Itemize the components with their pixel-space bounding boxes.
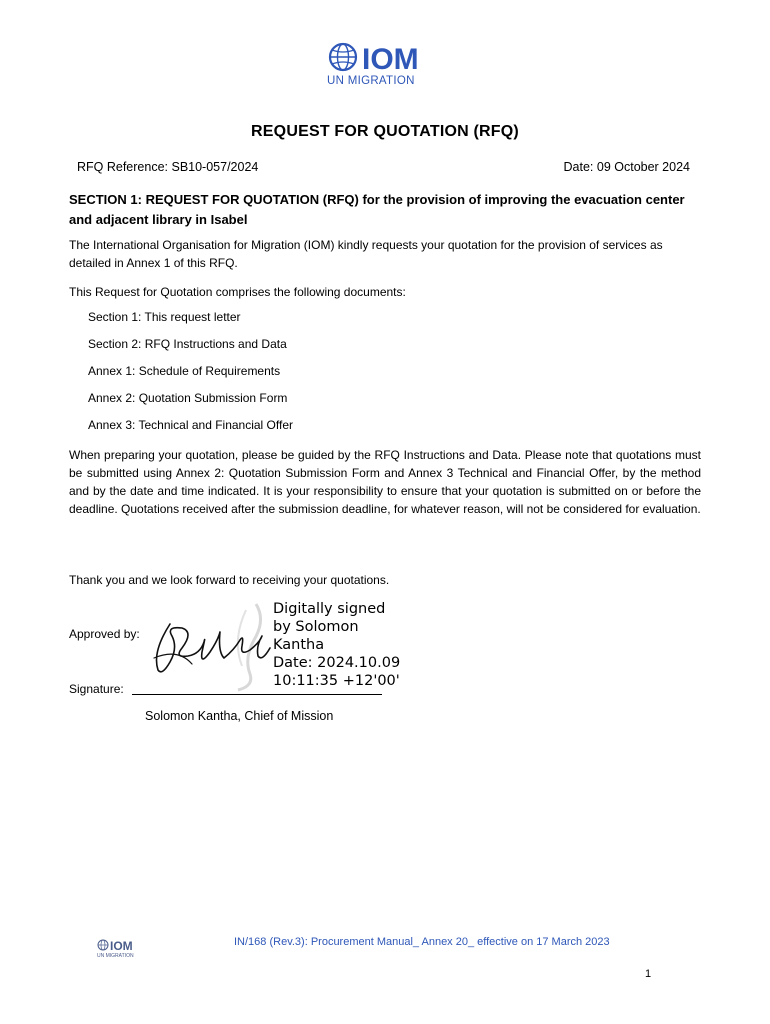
section-heading: SECTION 1: REQUEST FOR QUOTATION (RFQ) for the provision of improving the evacuation center and adjacent library in Isabel — [69, 192, 685, 227]
digital-signature-line: by Solomon — [273, 619, 359, 635]
document-list-item: Annex 3: Technical and Financial Offer — [88, 418, 294, 432]
globe-icon — [330, 44, 356, 70]
approved-by-label: Approved by: — [69, 627, 140, 641]
globe-icon — [98, 940, 108, 950]
handwritten-signature — [148, 612, 280, 682]
signature-label: Signature: — [69, 682, 124, 696]
document-list-item: Section 2: RFQ Instructions and Data — [88, 337, 287, 351]
document-list-item: Section 1: This request letter — [88, 310, 241, 324]
footer-iom-logo — [97, 938, 145, 958]
document-list-item: Annex 2: Quotation Submission Form — [88, 391, 288, 405]
svg-text:UN MIGRATION: UN MIGRATION — [97, 953, 134, 958]
iom-logo — [326, 42, 446, 88]
page-number: 1 — [645, 968, 652, 980]
footer-reference: IN/168 (Rev.3): Procurement Manual_ Annex 20_ effective on 17 March 2023 — [234, 936, 610, 948]
digital-signature-stamp — [273, 600, 400, 690]
rfq-date: Date: 09 October 2024 — [563, 160, 690, 174]
intro-paragraph: The International Organisation for Migration (IOM) kindly requests your quotation for the provision of services as detailed in Annex 1 of this RFQ. — [69, 238, 663, 270]
closing-line: Thank you and we look forward to receiving your quotations. — [69, 573, 390, 587]
documents-intro: This Request for Quotation comprises the following documents: — [69, 285, 406, 299]
svg-text:IOM: IOM — [110, 939, 133, 953]
svg-text:UN MIGRATION: UN MIGRATION — [327, 75, 415, 87]
document-title: REQUEST FOR QUOTATION (RFQ) — [251, 123, 519, 140]
digital-signature-line: Digitally signed — [273, 601, 386, 617]
signer-name: Solomon Kantha, Chief of Mission — [145, 709, 334, 723]
instructions-paragraph: When preparing your quotation, please be guided by the RFQ Instructions and Data. Please note that quotations must be submitted using Annex 2: Quotation Submission Form and Annex 3 Technical and Financial Offer, by the method and by the date and time indicated. It is your responsibility to ensure that your quotation is submitted on or before the deadline. Quotations received after the submission deadline, for whatever reason, will not be considered for evaluation. — [69, 448, 701, 516]
document-list-item: Annex 1: Schedule of Requirements — [88, 364, 281, 378]
digital-signature-line: Date: 2024.10.09 — [273, 655, 401, 671]
svg-text:IOM: IOM — [362, 43, 419, 76]
signature-line — [132, 694, 382, 695]
digital-signature-line: 10:11:35 +12'00' — [273, 673, 400, 689]
digital-signature-line: Kantha — [273, 637, 325, 653]
rfq-reference: RFQ Reference: SB10-057/2024 — [77, 160, 259, 174]
